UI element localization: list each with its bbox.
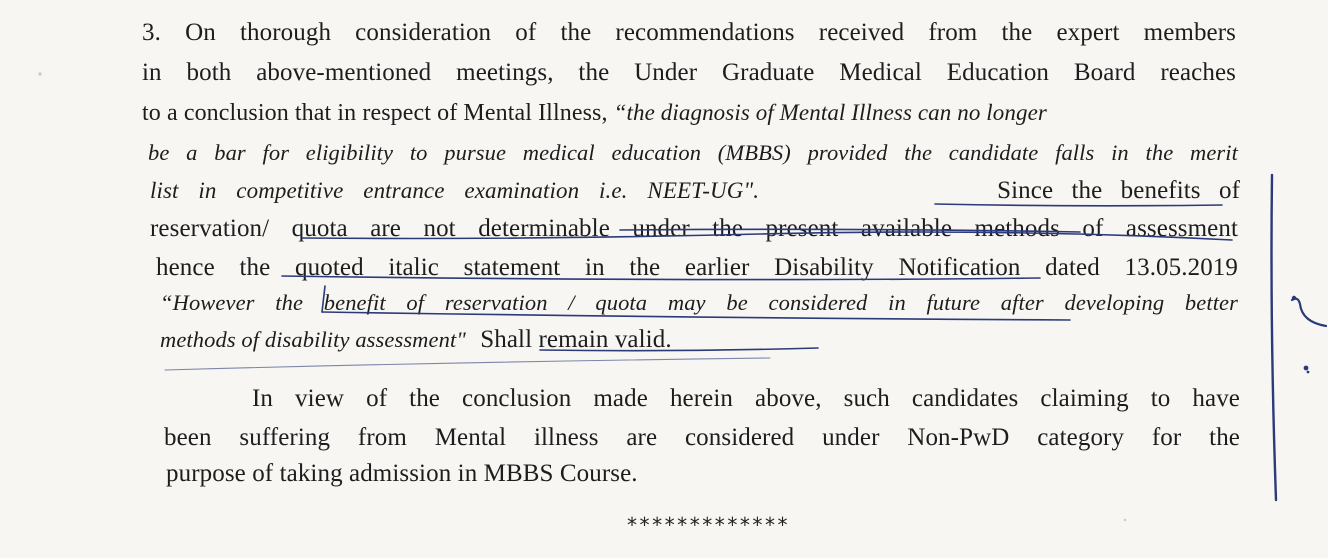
- p2-line-3: purpose of taking admission in MBBS Course.: [166, 460, 638, 487]
- speck-2: [1124, 519, 1126, 521]
- p1-line-3-italic: “the diagnosis of Mental Illness can no longer: [613, 100, 1047, 125]
- p1-line-3: [142, 98, 1238, 128]
- end-marker: *************: [626, 513, 790, 537]
- margin-bar: [1272, 175, 1277, 500]
- margin-dot-1: [1292, 296, 1296, 300]
- margin-dot-3: [1307, 371, 1310, 374]
- p1-line-9: [160, 325, 860, 355]
- p1-line-2: in both above-mentioned meetings, the Under Graduate Medical Education Board reaches: [142, 59, 1236, 86]
- p1-line-9-italic: methods of disability assessment": [160, 327, 466, 352]
- p2-line-1: In view of the conclusion made herein above, such candidates claiming to have: [252, 385, 1240, 412]
- p1-line-6: reservation/ quota are not determinable under the present available methods of assessment: [150, 215, 1238, 242]
- p1-line-9-regular: Shall remain valid.: [480, 326, 672, 353]
- underline-paragraph: [165, 358, 770, 370]
- p1-line-4: be a bar for eligibility to pursue medical education (MBBS) provided the candidate falls in the merit: [148, 140, 1238, 165]
- p2-line-2: been suffering from Mental illness are considered under Non-PwD category for the: [164, 424, 1240, 451]
- p1-line-8: “However the benefit of reservation / quota may be considered in future after developing better: [160, 290, 1238, 315]
- p1-line-5-regular: Since the benefits of: [997, 177, 1240, 204]
- speck-1: [38, 72, 41, 75]
- p1-line-5: [150, 176, 1240, 206]
- margin-squiggle: [1292, 299, 1326, 326]
- p1-line-5-italic: list in competitive entrance examination i.e. NEET-UG".: [150, 178, 760, 203]
- margin-dot-2: [1304, 366, 1309, 371]
- p1-line-1: 3. On thorough consideration of the recommendations received from the expert members: [142, 19, 1236, 46]
- p1-line-7: hence the quoted italic statement in the earlier Disability Notification dated 13.05.2019: [156, 254, 1238, 281]
- p1-line-3-regular: to a conclusion that in respect of Mental Illness,: [142, 100, 614, 126]
